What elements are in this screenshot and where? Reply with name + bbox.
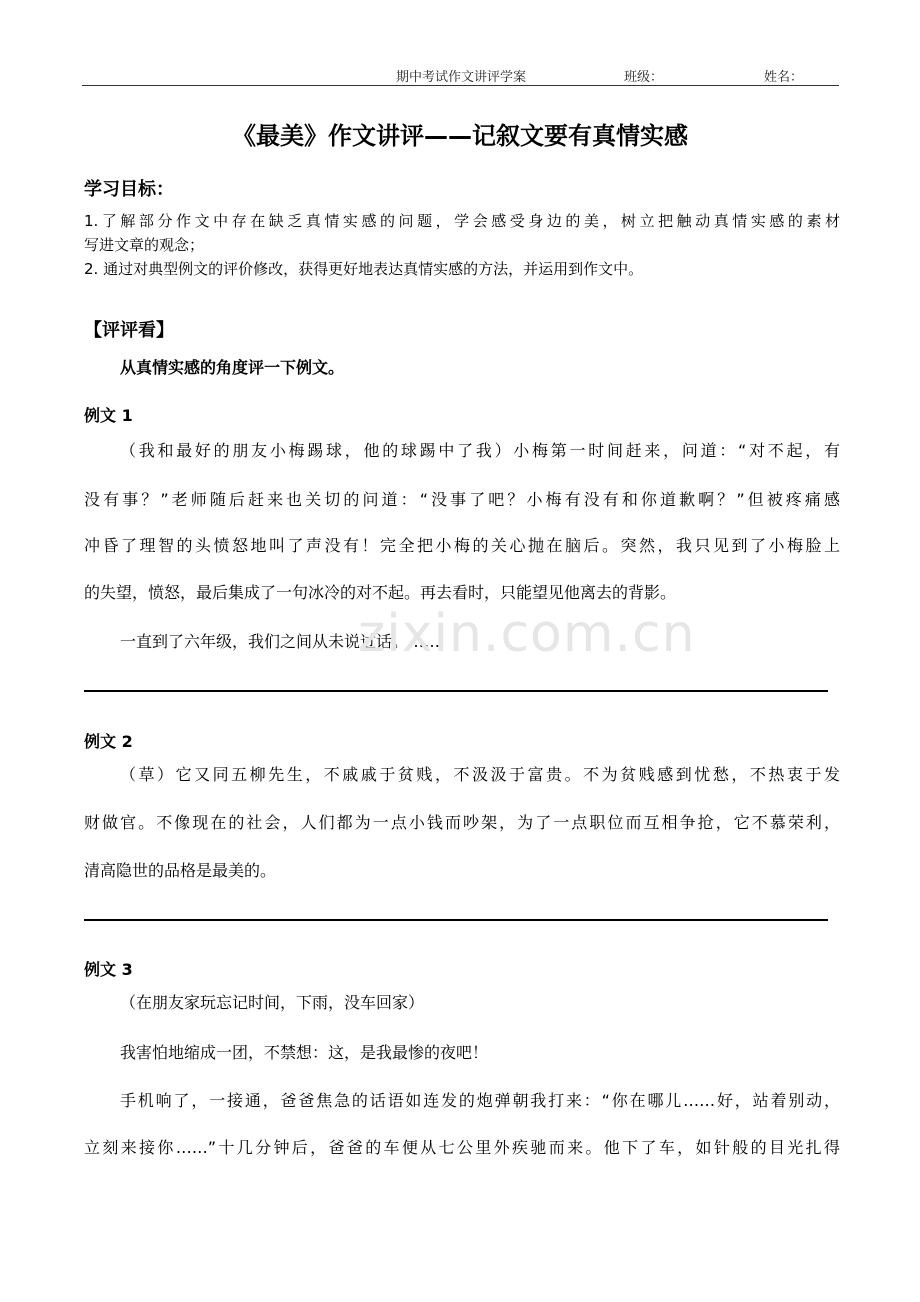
example-2-line: （草）它又同五柳先生，不戚戚于贫贱，不汲汲于富贵。不为贫贱感到忧愁，不热衷于发 (120, 765, 840, 784)
example-1-line: 一直到了六年级，我们之间从未说过话。…… (120, 632, 441, 651)
header-rule (82, 85, 839, 86)
header-class-label: 班级： (624, 70, 664, 85)
watermark: zixin.com.cn (358, 604, 696, 664)
answer-line (84, 919, 828, 921)
example-3-line: 我害怕地缩成一团，不禁想：这，是我最惨的夜吧！ (120, 1043, 489, 1062)
example-1-line: 的失望，愤怒，最后集成了一句冰冷的对不起。再去看时，只能望见他离去的背影。 (84, 583, 677, 602)
objective-2: 2. 通过对典型例文的评价修改，获得更好地表达真情实感的方法，并运用到作文中。 (84, 260, 644, 278)
header-doc-title: 期中考试作文讲评学案 (396, 70, 527, 85)
example-1-line: 冲昏了理智的头愤怒地叫了声没有！完全把小梅的关心抛在脑后。突然，我只见到了小梅脸上 (84, 536, 840, 555)
review-task: 从真情实感的角度评一下例文。 (120, 358, 345, 377)
example-3-line: （在朋友家玩忘记时间，下雨，没车回家） (120, 993, 425, 1012)
example-1-line: （我和最好的朋友小梅踢球，他的球踢中了我）小梅第一时间赶来，问道：“对不起，有 (120, 441, 840, 460)
example-2-line: 财做官。不像现在的社会，人们都为一点小钱而吵架，为了一点职位而互相争抢，它不慕荣利， (84, 813, 840, 832)
example-3-label: 例文 3 (84, 960, 133, 979)
example-3-line: 手机响了，一接通，爸爸焦急的话语如连发的炮弹朝我打来：“你在哪儿……好，站着别动， (120, 1091, 840, 1110)
example-3-line: 立刻来接你……”十几分钟后，爸爸的车便从七公里外疾驰而来。他下了车，如针般的目光扎得 (84, 1138, 840, 1157)
page-title: 《最美》作文讲评——记叙文要有真情实感 (232, 122, 688, 150)
example-2-line: 清高隐世的品格是最美的。 (84, 861, 277, 880)
example-1-label: 例文 1 (84, 406, 133, 425)
objectives-heading: 学习目标： (84, 179, 174, 200)
objective-1-line-2: 写进文章的观念； (84, 236, 205, 254)
example-1-line: 没有事？”老师随后赶来也关切的问道：“没事了吧？小梅有没有和你道歉啊？”但被疼痛感 (84, 490, 840, 509)
review-heading: 【评评看】 (84, 320, 174, 341)
answer-line (84, 690, 828, 692)
example-2-label: 例文 2 (84, 732, 133, 751)
header-name-label: 姓名： (764, 70, 804, 85)
objective-1-line-1: 1.了解部分作文中存在缺乏真情实感的问题，学会感受身边的美，树立把触动真情实感的素材 (84, 212, 840, 230)
